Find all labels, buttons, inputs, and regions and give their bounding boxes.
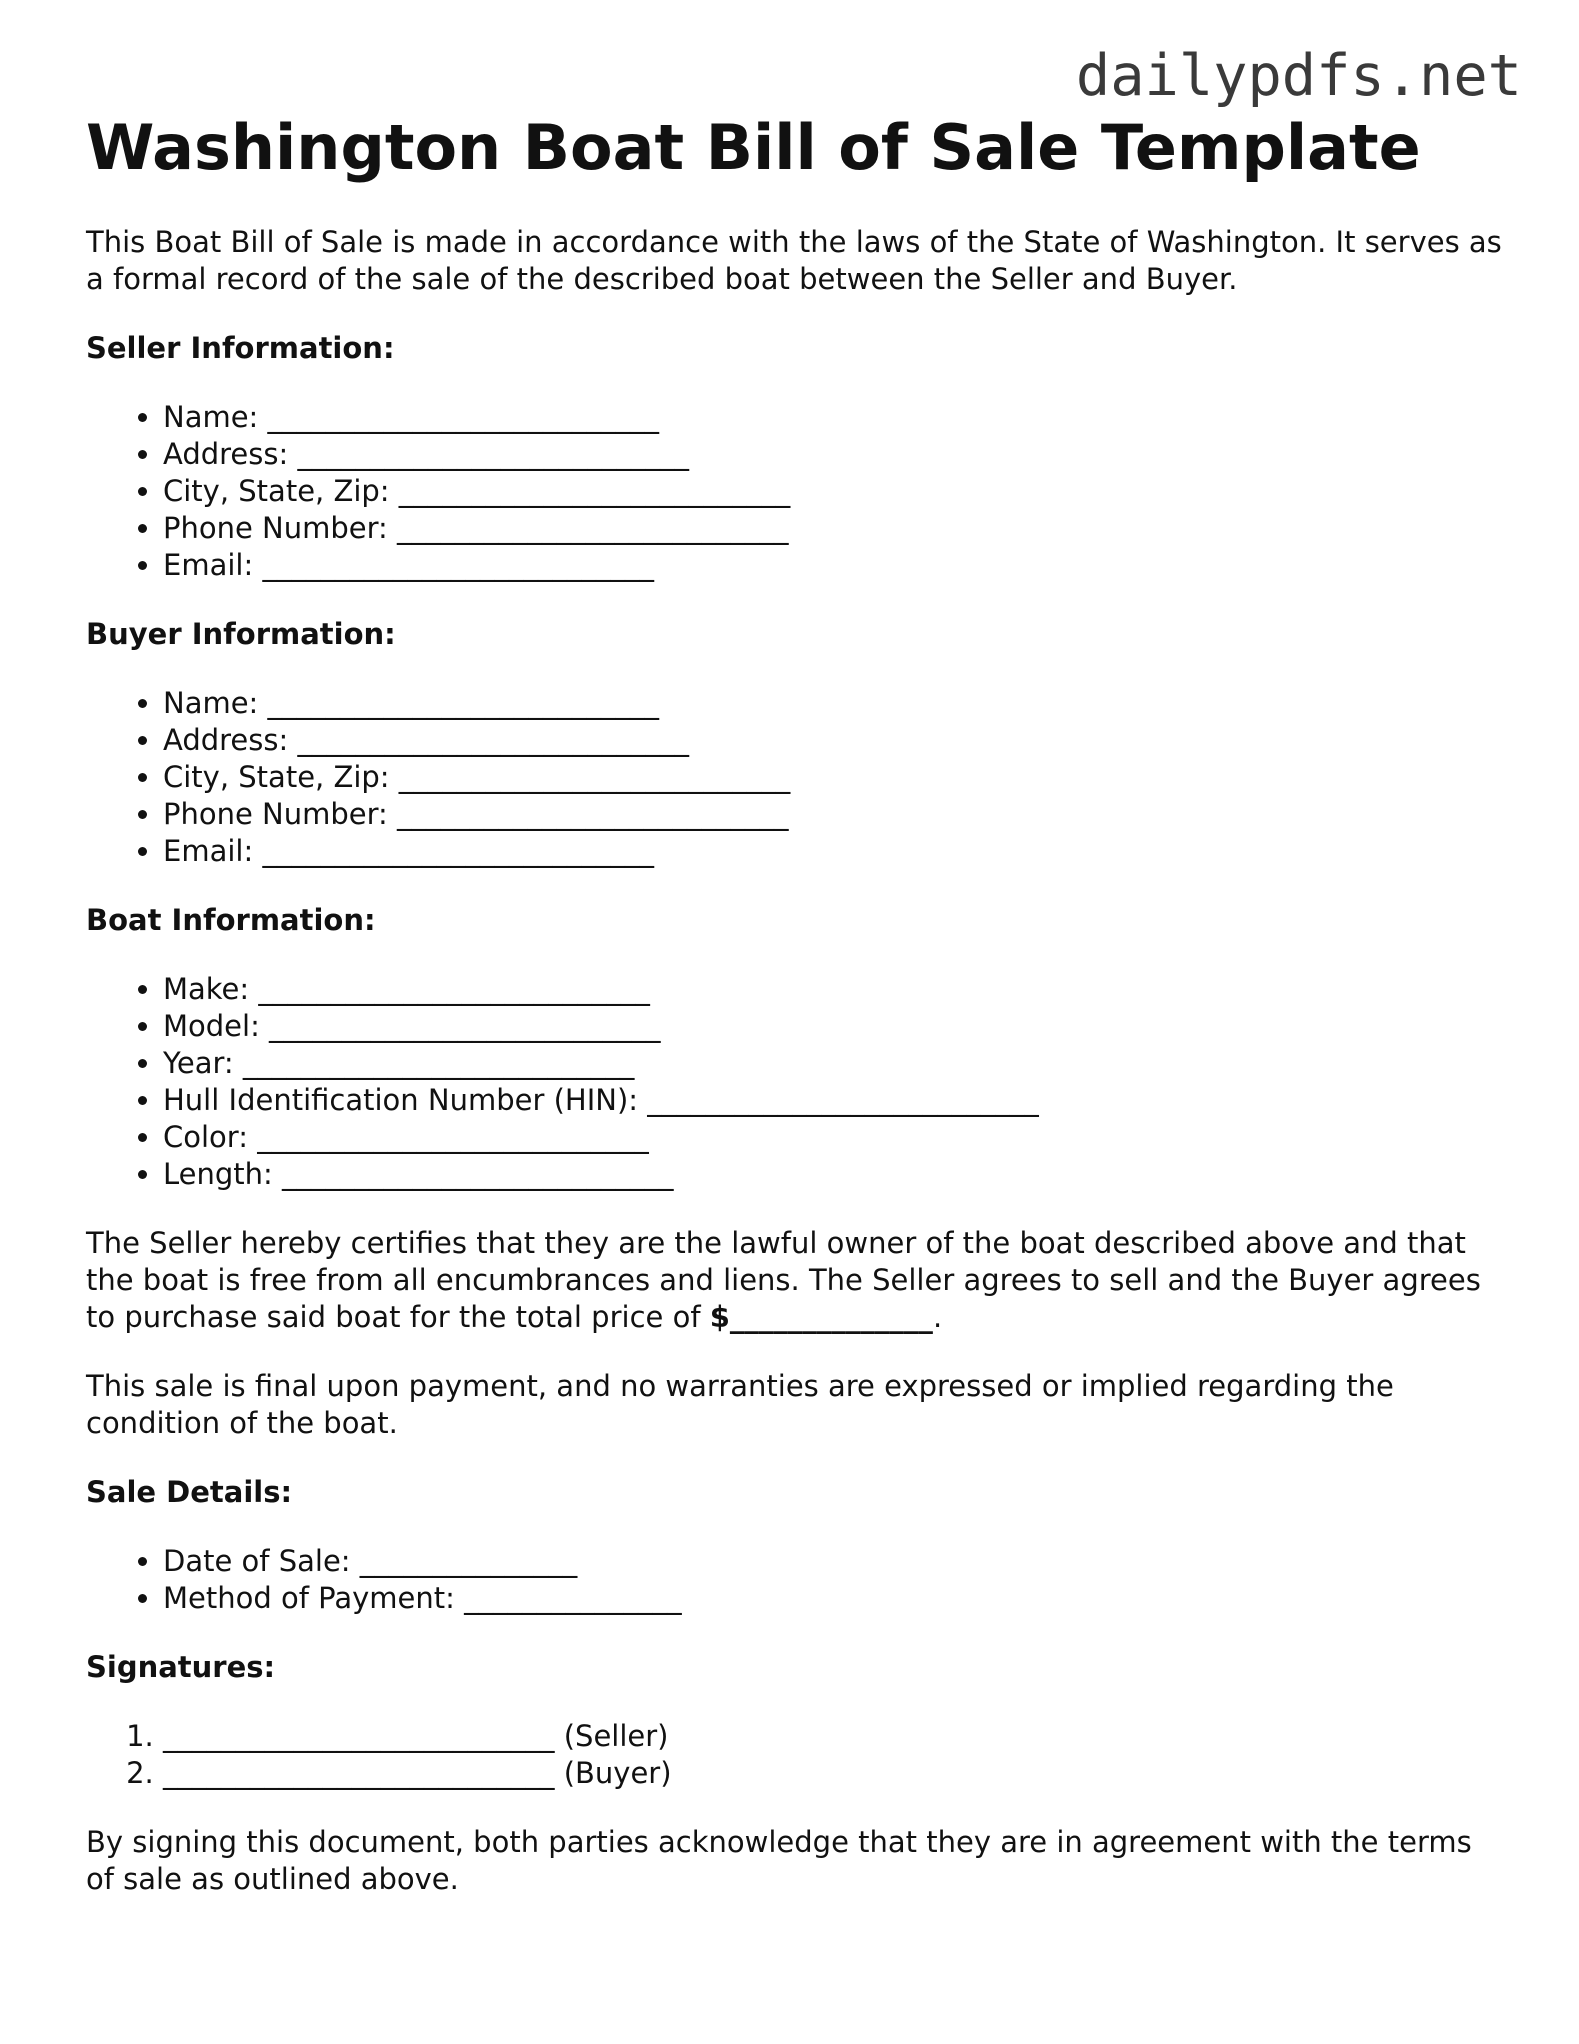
boat-length-field: • Length: ___________________________ [163,1156,1506,1193]
sale-details-list [86,1543,1506,1617]
boat-year-field: • Year: ___________________________ [163,1045,1506,1082]
buyer-address-field: • Address: ___________________________ [163,722,1506,759]
boat-fields-list [86,971,1506,1193]
price-blank: $______________ [709,1300,933,1334]
seller-email-field: • Email: ___________________________ [163,547,1506,584]
buyer-email-field: • Email: ___________________________ [163,833,1506,870]
signatures-heading: Signatures: [86,1650,276,1684]
seller-phone-field: • Phone Number: ___________________________ [163,510,1506,547]
buyer-name-field: • Name: ___________________________ [163,685,1506,722]
method-of-payment-field: • Method of Payment: _______________ [163,1580,1506,1617]
buyer-signature-line: 2. ___________________________ (Buyer) [163,1755,1506,1792]
document-page [86,112,1506,1930]
seller-fields-list [86,399,1506,584]
final-sale-paragraph: This sale is final upon payment, and no warranties are expressed or implied regarding the condition of the boat. [86,1369,1394,1440]
boat-model-field: • Model: ___________________________ [163,1008,1506,1045]
seller-city-state-zip-field: • City, State, Zip: ___________________________ [163,473,1506,510]
buyer-city-state-zip-field: • City, State, Zip: ___________________________ [163,759,1506,796]
watermark: dailypdfs.net [1075,43,1522,109]
document-title: Washington Boat Bill of Sale Template [86,111,1421,184]
date-of-sale-field: • Date of Sale: _______________ [163,1543,1506,1580]
closing-paragraph: By signing this document, both parties acknowledge that they are in agreement with the terms of sale as outlined above. [86,1825,1472,1896]
buyer-fields-list [86,685,1506,870]
boat-section-heading: Boat Information: [86,903,376,937]
sale-details-heading: Sale Details: [86,1475,293,1509]
intro-paragraph: This Boat Bill of Sale is made in accordance with the laws of the State of Washington. It serves as a formal record of the sale of the described boat between the Seller and Buyer. [86,225,1502,296]
certification-end: . [932,1300,943,1334]
seller-section-heading: Seller Information: [86,331,395,365]
seller-signature-line: 1. ___________________________ (Seller) [163,1718,1506,1755]
buyer-phone-field: • Phone Number: ___________________________ [163,796,1506,833]
certification-text: The Seller hereby certifies that they are the lawful owner of the boat described above and that the boat is free from all encumbrances and liens. The Seller agrees to sell and the Buyer agrees to purchase said boat for the total price of [86,1226,1481,1334]
seller-address-field: • Address: ___________________________ [163,436,1506,473]
boat-color-field: • Color: ___________________________ [163,1119,1506,1156]
boat-make-field: • Make: ___________________________ [163,971,1506,1008]
signatures-list [86,1718,1506,1792]
certification-paragraph [86,1225,1506,1336]
seller-name-field: • Name: ___________________________ [163,399,1506,436]
boat-hin-field: • Hull Identification Number (HIN): ___________________________ [163,1082,1506,1119]
buyer-section-heading: Buyer Information: [86,617,396,651]
